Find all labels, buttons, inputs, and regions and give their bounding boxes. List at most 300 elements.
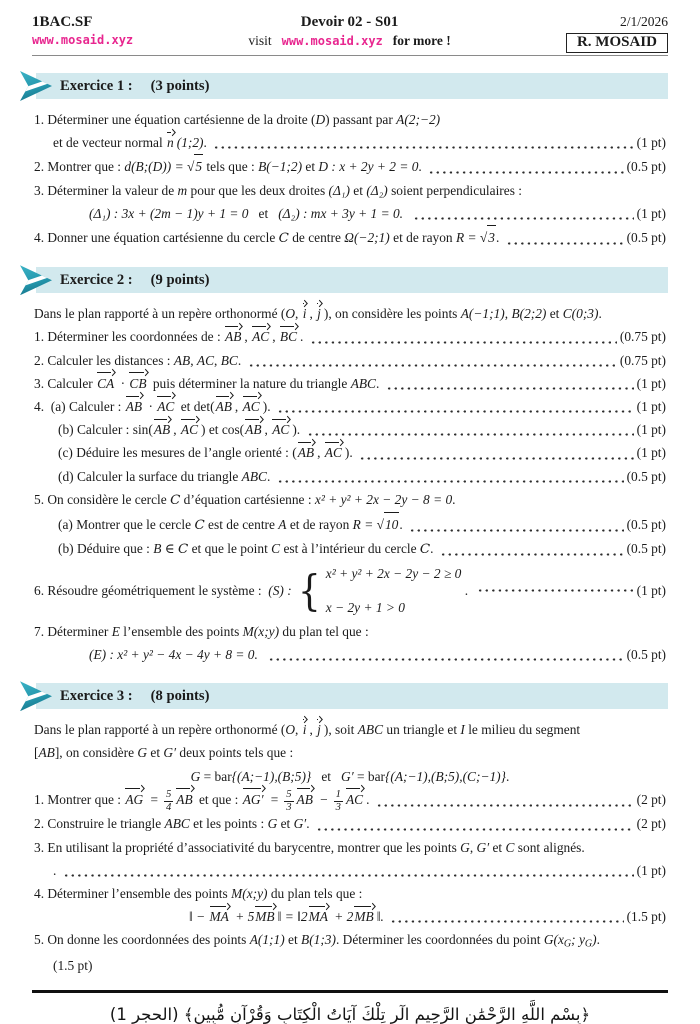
math-text: G(x — [543, 932, 564, 948]
text: (0.5 pt) — [626, 159, 666, 175]
math-text: ABC — [164, 816, 190, 832]
math-text: m — [177, 182, 188, 198]
exercise-line — [34, 325, 666, 348]
text: l’ensemble des points — [119, 623, 243, 639]
math-text: G — [137, 745, 148, 761]
dot-leader — [507, 241, 624, 246]
exercise-1-body — [34, 108, 666, 250]
math-text: ABC — [357, 722, 384, 738]
math-text: O — [285, 722, 296, 738]
vector-text: AG — [125, 788, 143, 811]
vector-text: AB — [245, 418, 261, 441]
script-letter: C — [170, 492, 181, 508]
text: 1. Montrer que : — [34, 791, 125, 807]
text: 5. On donne les coordonnées des points — [34, 932, 250, 948]
text: et que le point — [188, 541, 272, 557]
text: et — [489, 839, 506, 855]
math-text: AC — [196, 352, 215, 368]
text: , — [190, 352, 197, 368]
text: ], on considère — [54, 745, 138, 761]
text: , — [264, 422, 272, 438]
text: √ — [479, 230, 488, 246]
text: tels que : — [203, 159, 259, 175]
math-text: d(B;(D)) = — [124, 159, 187, 175]
text: 2. Construire le triangle — [34, 816, 165, 832]
text: [ — [34, 745, 39, 761]
math-text: A(2;−2) — [396, 112, 441, 127]
text: et — [147, 745, 164, 761]
math-text: (Δ₁) — [328, 182, 350, 198]
text: , — [309, 722, 317, 738]
dot-leader — [278, 409, 634, 414]
text — [403, 202, 410, 225]
script-letter: C — [278, 231, 289, 247]
text: (1.5 pt) — [626, 909, 666, 925]
text: 2. Calculer les distances : — [34, 352, 174, 368]
text: ) et cos( — [201, 422, 245, 438]
text: ). — [344, 445, 357, 461]
text: = bar — [200, 768, 232, 784]
quran-verse: ﴿بِسْمِ اللَّهِ الرَّحْمَٰنِ الرَّحِيمِ الٓر تِلْكَ آيَاتُ الْكِتَابِ وَقُرْآنٍ مُّبِينٍ﴾ (الحجر 1) — [109, 1004, 591, 1024]
text: et det( — [177, 399, 215, 415]
exercise-line — [34, 928, 666, 953]
text: . — [598, 306, 602, 322]
math-text: R = — [352, 517, 377, 533]
text: . — [495, 230, 503, 246]
math-text: E — [111, 623, 120, 639]
website-link[interactable]: www.mosaid.xyz — [32, 33, 134, 47]
math-text: AB — [38, 745, 55, 761]
text: . — [306, 816, 313, 832]
text: et — [311, 768, 342, 784]
math-text: C(0;3) — [562, 306, 599, 322]
exercise-2-points: (9 points) — [150, 271, 210, 288]
radicand: 5 — [194, 154, 203, 178]
fraction: $\frac{1}{3}$ — [335, 788, 341, 814]
text: et — [349, 182, 367, 198]
fraction: $\frac{5}{4}$ — [165, 788, 172, 814]
math-text: {(A;−1),(B;5)} — [231, 768, 312, 784]
text: 6. Résoudre géométriquement le système : — [34, 583, 269, 599]
exercise-line — [34, 131, 666, 154]
exercise-line — [34, 562, 666, 618]
exercise-line — [34, 349, 666, 372]
vector-text: AC — [157, 395, 174, 418]
exercise-line — [34, 954, 666, 977]
math-text: O — [285, 306, 296, 322]
text: , — [504, 306, 512, 322]
vector-text: AG′ — [243, 788, 264, 811]
text: , — [234, 399, 242, 415]
exercise-line — [34, 537, 666, 561]
text: , — [295, 722, 302, 738]
website-link-center[interactable]: www.mosaid.xyz — [281, 34, 383, 48]
exercise-2-header — [36, 267, 668, 293]
exercise-line — [34, 202, 666, 225]
fraction: $\frac{5}{3}$ — [286, 788, 292, 814]
math-text: (Δ₂) : mx + 3y + 1 = 0. — [278, 205, 403, 221]
exercise-line — [34, 765, 666, 788]
vector-text: AC — [346, 788, 363, 811]
dot-leader — [64, 873, 634, 878]
text: (2 pt) — [636, 816, 666, 832]
math-text: x² + y² + 2x − 2y − 8 = 0 — [314, 491, 453, 507]
math-text: D : x + 2y + 2 = 0 — [318, 159, 419, 175]
exercise-line — [34, 441, 666, 464]
text: 4. (a) Calculer : — [34, 399, 125, 415]
vector-text: AC — [243, 395, 260, 418]
exercise-line — [34, 179, 666, 202]
text: (0.75 pt) — [619, 329, 666, 345]
visit-label: visit — [248, 33, 272, 48]
exercise-line — [34, 882, 666, 905]
math-text: G — [267, 816, 278, 832]
exercise-line — [34, 741, 666, 764]
text: puis déterminer la nature du triangle — [149, 375, 351, 391]
text: (b) Calculer : sin( — [58, 422, 153, 438]
header-right — [566, 14, 668, 53]
exercise-3-header — [36, 683, 668, 709]
dot-leader — [269, 657, 624, 662]
text: √ — [186, 159, 195, 175]
text: et — [248, 205, 279, 221]
exam-title: Devoir 02 - S01 — [300, 14, 399, 30]
vector-text: AC — [252, 325, 269, 348]
text: sont alignés. — [514, 839, 585, 855]
text: du plan tels que : — [267, 885, 363, 901]
header-left — [32, 14, 133, 47]
text: 3. Calculer — [34, 375, 97, 391]
text: pour que les deux droites — [187, 182, 329, 198]
math-text: ; y — [571, 932, 585, 948]
text: est à l’intérieur du cercle — [280, 541, 420, 557]
vector-text: BC — [280, 325, 297, 348]
text: et — [546, 306, 563, 322]
text: √ — [376, 517, 384, 533]
arrow-icon — [20, 681, 52, 711]
math-text: A(−1;1) — [460, 306, 505, 322]
author-name: R. MOSAID — [566, 33, 668, 53]
text: ), soit — [323, 722, 358, 738]
math-text: BC — [220, 352, 238, 368]
header-divider — [32, 55, 668, 56]
exercise-line — [34, 836, 666, 859]
math-text: (E) : x² + y² − 4x − 4y + 8 = 0. — [89, 647, 258, 663]
text: , — [272, 329, 279, 345]
dot-leader — [387, 386, 634, 391]
vector-text: i — [303, 302, 307, 325]
math-text: + 5 — [231, 909, 255, 925]
text: 4. Déterminer l’ensemble des points — [34, 885, 232, 901]
text: (c) Déduire les mesures de l’angle orienté : ( — [58, 445, 297, 461]
subscript-text: G — [563, 938, 572, 950]
math-text: G — [460, 839, 470, 855]
text: 4. Donner une équation cartésienne du cercle — [34, 230, 279, 246]
math-text: A — [278, 517, 287, 533]
math-text: Ω(−2;1) — [344, 230, 390, 246]
text: du plan tel que : — [279, 623, 369, 639]
vector-text: AC — [272, 418, 289, 441]
math-text: B(−1;2) — [258, 159, 303, 175]
text: Dans le plan rapporté à un repère orthonormé ( — [34, 722, 286, 738]
text — [258, 643, 265, 666]
text: , — [214, 352, 221, 368]
dot-leader — [478, 588, 634, 593]
text: (0.5 pt) — [626, 230, 666, 246]
math-text: C — [505, 839, 515, 855]
vector-text: n — [167, 131, 174, 154]
exercise-line — [34, 512, 666, 537]
text: (1 pt) — [636, 375, 666, 391]
vector-text: i — [303, 718, 307, 741]
arrow-icon — [20, 265, 52, 295]
dot-leader — [308, 432, 634, 437]
text: (1 pt) — [636, 862, 666, 878]
exercise-1-points: (3 points) — [150, 77, 210, 94]
arrow-icon — [20, 71, 52, 101]
text: . — [452, 491, 456, 507]
text: . — [430, 541, 437, 557]
radicand: 3 — [487, 225, 496, 249]
exercise-1-header — [36, 73, 668, 99]
exercise-line — [34, 788, 666, 813]
text: (1 pt) — [636, 583, 666, 599]
vector-text: MA — [309, 905, 328, 928]
text: . — [418, 159, 426, 175]
text: , — [309, 306, 317, 322]
math-text: {(A;−1),(B;5),(C;−1)} — [385, 768, 506, 784]
subscript-text: G — [584, 938, 593, 950]
math-text: ‖ = ‖2 — [277, 909, 308, 925]
text: , — [317, 445, 324, 461]
vector-text: AB — [216, 395, 232, 418]
text: . Déterminer les coordonnées du point — [335, 932, 544, 948]
text: (d) Calculer la surface du triangle — [58, 468, 242, 484]
text: Dans le plan rapporté à un repère orthonormé ( — [34, 306, 286, 322]
exercise-3-points: (8 points) — [150, 687, 210, 704]
vector-text: AB — [126, 395, 142, 418]
text: 3. En utilisant la propriété d’associativité du barycentre, montrer que les points — [34, 839, 461, 855]
math-text: (1;2) — [176, 135, 204, 151]
exercise-line — [34, 154, 666, 178]
exercise-line — [34, 488, 666, 512]
text: (1.5 pt) — [53, 957, 93, 973]
text: un triangle et — [383, 722, 461, 738]
text: et — [277, 816, 294, 832]
exercise-line — [34, 418, 666, 441]
vector-text: AB — [176, 788, 192, 811]
exercise-line — [34, 812, 666, 835]
text: (1 pt) — [636, 135, 666, 151]
system-equations: x² + y² + 2x − 2y − 2 ≥ 0 x − 2y + 1 > 0 — [325, 566, 462, 615]
text: (0.5 pt) — [626, 517, 666, 533]
text: est de centre — [204, 517, 279, 533]
text: ) passant par — [325, 112, 397, 127]
text: (a) Montrer que le cercle — [58, 517, 195, 533]
text: et les points : — [189, 816, 268, 832]
math-text: ‖ − — [189, 909, 209, 925]
exercise-line — [34, 372, 666, 395]
text: (0.75 pt) — [619, 352, 666, 368]
math-text: G′ — [341, 768, 354, 784]
text: . — [596, 932, 600, 948]
math-text: B ∈ — [153, 541, 178, 557]
exercise-line — [34, 859, 666, 882]
text: . — [300, 329, 307, 345]
exercise-line — [34, 108, 666, 131]
text: . — [237, 352, 245, 368]
exercise-line — [34, 905, 666, 928]
dot-leader — [377, 803, 634, 808]
text: ), on considère les points — [323, 306, 461, 322]
text: et que : — [195, 791, 242, 807]
vector-text: CB — [129, 372, 146, 395]
math-text: ‖. — [376, 909, 388, 925]
header-center — [248, 14, 450, 49]
dot-leader — [249, 363, 617, 368]
exam-date: 2/1/2026 — [619, 14, 668, 29]
text: et — [302, 159, 319, 175]
text: , — [295, 306, 302, 322]
text: 1. Déterminer les coordonnées de : — [34, 329, 225, 345]
math-text: − — [315, 791, 332, 807]
exercise-line — [34, 620, 666, 643]
text: . — [366, 791, 373, 807]
dot-leader — [317, 827, 634, 832]
math-text: = — [266, 791, 283, 807]
vector-text: AC — [181, 418, 198, 441]
text: 2. Montrer que : — [34, 159, 125, 175]
exercise-3-title: Exercice 3 : — [60, 687, 133, 704]
math-text: G — [190, 768, 201, 784]
exercise-line — [34, 643, 666, 666]
text: ). — [262, 399, 274, 415]
text: (b) Déduire que : — [58, 541, 154, 557]
math-text: M(x;y) — [231, 885, 268, 901]
math-text: I — [460, 722, 465, 738]
exercise-1-title: Exercice 1 : — [60, 77, 133, 94]
text: le milieu du segment — [464, 722, 581, 738]
vector-text: j — [317, 302, 321, 325]
script-letter: C — [419, 542, 431, 558]
math-text: ABC — [241, 468, 267, 484]
text: 1. Déterminer une équation cartésienne de la droite ( — [34, 112, 316, 127]
text: (2 pt) — [636, 791, 666, 807]
math-text: ) — [592, 932, 597, 948]
math-text: G′ — [476, 839, 490, 855]
text: 5. On considère le cercle — [34, 491, 171, 507]
script-letter: C — [194, 518, 205, 534]
math-text: G′ — [293, 816, 307, 832]
radicand: 10 — [384, 512, 399, 536]
text: (1 pt) — [636, 205, 666, 221]
exercise-line — [34, 465, 666, 488]
text: . — [399, 517, 407, 533]
math-text: + 2 — [330, 909, 354, 925]
text: et de rayon — [389, 230, 456, 246]
text: 3. Déterminer la valeur de — [34, 182, 178, 198]
script-letter: C — [177, 542, 189, 558]
page-header — [32, 14, 668, 53]
for-more-label: for more ! — [392, 33, 451, 48]
exercise-line — [34, 718, 666, 741]
text: deux points tels que : — [176, 745, 294, 761]
math-text: C — [271, 541, 281, 557]
math-text: G′ — [163, 745, 177, 761]
dot-leader — [311, 340, 617, 345]
text: · — [117, 375, 129, 391]
dot-leader — [414, 216, 634, 221]
math-text: (S) : — [268, 583, 296, 599]
math-text: = — [146, 791, 162, 807]
vector-text: AC — [325, 441, 342, 464]
exercise-2-title: Exercice 2 : — [60, 271, 133, 288]
vector-text: AB — [154, 418, 170, 441]
vector-text: MB — [354, 905, 373, 928]
vector-text: MA — [210, 905, 229, 928]
vector-text: AB — [298, 441, 314, 464]
dot-leader — [278, 479, 624, 484]
class-name: 1BAC.SF — [32, 14, 93, 30]
text: et de vecteur normal — [53, 135, 167, 151]
text: , — [244, 329, 252, 345]
text: de centre — [288, 230, 345, 246]
text: . — [203, 135, 211, 151]
vector-text: j — [317, 718, 321, 741]
text: . — [375, 375, 383, 391]
math-text: (Δ₂) — [366, 182, 388, 198]
dot-leader — [360, 456, 634, 461]
dot-leader — [410, 528, 624, 533]
text: (0.5 pt) — [626, 647, 666, 663]
text: (1 pt) — [636, 422, 666, 438]
math-text: A(1;1) — [249, 932, 285, 948]
text: (1 pt) — [636, 399, 666, 415]
text: (0.5 pt) — [626, 468, 666, 484]
text: . — [506, 768, 510, 784]
exercise-line — [34, 302, 666, 325]
math-text: D — [315, 112, 326, 127]
math-text: ABC — [350, 375, 376, 391]
vector-text: AB — [297, 788, 313, 811]
exercise-line — [34, 395, 666, 418]
vector-text: MB — [255, 905, 274, 928]
dot-leader — [429, 170, 623, 175]
text: , — [173, 422, 180, 438]
vector-text: CA — [97, 372, 114, 395]
math-text: R = — [455, 230, 480, 246]
dot-leader — [441, 552, 624, 557]
math-text: AB — [173, 352, 191, 368]
exercise-3-body — [34, 718, 666, 977]
text: 7. Déterminer — [34, 623, 112, 639]
dot-leader — [214, 145, 633, 150]
visit-line — [248, 33, 450, 49]
exercise-2-body — [34, 302, 666, 666]
text: . — [53, 862, 60, 878]
math-text: B(2;2) — [511, 306, 547, 322]
text: · — [145, 399, 157, 415]
exercise-line — [34, 225, 666, 250]
text: d’équation cartésienne : — [180, 491, 315, 507]
footer-divider — [32, 990, 668, 993]
text: . — [266, 468, 274, 484]
text: ). — [292, 422, 304, 438]
math-text: (Δ₁) : 3x + (2m − 1)y + 1 = 0 — [89, 205, 249, 221]
text: et — [284, 932, 302, 948]
text: et de rayon — [286, 517, 353, 533]
system-brace: { — [298, 565, 321, 615]
